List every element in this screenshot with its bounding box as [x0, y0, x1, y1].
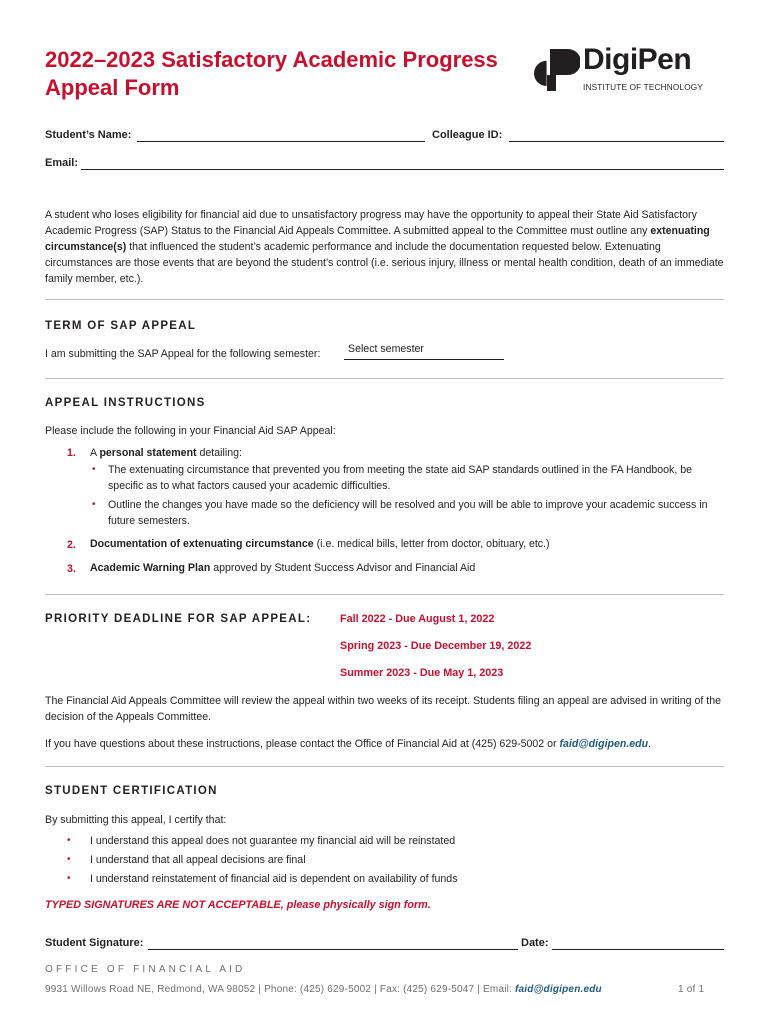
instructions-lead: Please include the following in your Financial Aid SAP Appeal: [45, 425, 336, 437]
date-label: Date: [521, 937, 549, 949]
colleague-id-field[interactable] [509, 141, 724, 142]
footer-office: OFFICE OF FINANCIAL AID [45, 964, 246, 975]
divider [45, 378, 724, 379]
contact-text: If you have questions about these instructions, please contact the Office of Financial Aid at (425) 629-5002 or faid@digipen.edu. [45, 738, 652, 750]
instruction-item-1: A personal statement detailing: [90, 447, 242, 459]
title-line-2: Appeal Form [45, 75, 180, 100]
sub-item-1: The extenuating circumstance that prevented you from meeting the state aid SAP standards outlined in the FA Handbook, be specific as to what factors caused your academic difficulties. [108, 464, 692, 492]
deadline-fall: Fall 2022 - Due August 1, 2022 [340, 613, 495, 625]
signature-field[interactable] [148, 949, 518, 950]
bullet-icon: • [92, 464, 96, 475]
title-line-1: 2022–2023 Satisfactory Academic Progress [45, 47, 498, 72]
page-number: 1 of 1 [678, 984, 705, 995]
item-number: 1. [67, 447, 76, 459]
review-text: The Financial Aid Appeals Committee will review the appeal within two weeks of its receipt. Students filing an appeal are advised in writing of the decision of the Appeals Committee. [45, 695, 722, 723]
bullet-icon: • [67, 873, 71, 884]
divider [45, 594, 724, 595]
student-name-field[interactable] [137, 141, 425, 142]
item-number: 2. [67, 539, 76, 551]
term-text: I am submitting the SAP Appeal for the following semester: [45, 348, 321, 360]
deadline-heading: PRIORITY DEADLINE FOR SAP APPEAL: [45, 613, 312, 625]
email-field[interactable] [81, 169, 724, 170]
certification-lead: By submitting this appeal, I certify that: [45, 814, 227, 826]
certification-item: I understand that all appeal decisions are final [90, 854, 306, 866]
deadline-spring: Spring 2023 - Due December 19, 2022 [340, 640, 532, 652]
contact-email-link[interactable]: faid@digipen.edu [559, 738, 649, 750]
date-field[interactable] [552, 949, 724, 950]
intro-paragraph: A student who loses eligibility for financial aid due to unsatisfactory progress may have the opportunity to appeal their State Aid Satisfactory Academic Progress (SAP) Status to the Financial Aid Appeals Committee. A submitted appeal to the Committee must outline any extenuating circumstance(s) that influenced the student’s academic performance and include the documentation requested below. Extenuating circumstances are those events that are beyond the student’s control (i.e. serious injury, illness or mental health condition, death of an immediate family member, etc.). [45, 209, 724, 285]
logo-subtext: INSTITUTE OF TECHNOLOGY [583, 83, 703, 92]
signature-warning: TYPED SIGNATURES ARE NOT ACCEPTABLE, please physically sign form. [45, 899, 431, 911]
colleague-id-label: Colleague ID: [432, 129, 503, 141]
form-title [45, 46, 498, 102]
bullet-icon: • [67, 854, 71, 865]
signature-label: Student Signature: [45, 937, 144, 949]
footer-email-link[interactable]: faid@digipen.edu [515, 984, 602, 995]
student-name-label: Student’s Name: [45, 129, 132, 141]
divider [45, 766, 724, 767]
footer-address: 9931 Willows Road NE, Redmond, WA 98052 | Phone: (425) 629-5002 | Fax: (425) 629-5047 | Email: faid@digipen.edu [45, 984, 602, 995]
certification-heading: STUDENT CERTIFICATION [45, 785, 218, 797]
deadline-summer: Summer 2023 - Due May 1, 2023 [340, 667, 504, 679]
term-heading: TERM OF SAP APPEAL [45, 320, 197, 332]
instruction-item-3: Academic Warning Plan approved by Student Success Advisor and Financial Aid [90, 562, 476, 574]
logo-wordmark: DigiPen [583, 43, 692, 76]
sub-item-2: Outline the changes you have made so the deficiency will be resolved and you will be able to improve your academic success in future semesters. [108, 499, 708, 527]
certification-item: I understand this appeal does not guarantee my financial aid will be reinstated [90, 835, 456, 847]
divider [45, 299, 724, 300]
item-number: 3. [67, 563, 76, 575]
instructions-heading: APPEAL INSTRUCTIONS [45, 397, 206, 409]
semester-select[interactable]: Select semester [344, 342, 504, 360]
certification-item: I understand reinstatement of financial aid is dependent on availability of funds [90, 873, 458, 885]
digipen-logo-mark-icon [534, 45, 580, 93]
bullet-icon: • [92, 499, 96, 510]
bullet-icon: • [67, 835, 71, 846]
instruction-item-2: Documentation of extenuating circumstance (i.e. medical bills, letter from doctor, obituary, etc.) [90, 538, 550, 550]
email-label: Email: [45, 157, 79, 169]
